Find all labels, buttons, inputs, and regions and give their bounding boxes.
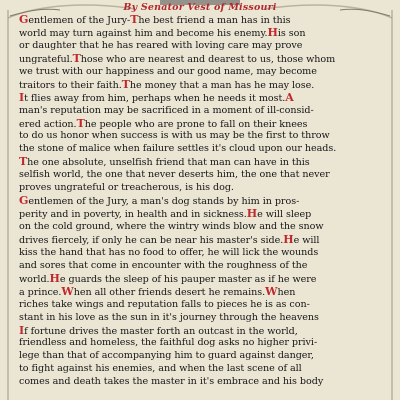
text-segment: world may turn against him and become his enemy. bbox=[19, 27, 268, 39]
red-initial: W bbox=[265, 284, 278, 298]
red-initial: T bbox=[76, 116, 85, 130]
text-segment: entlemen of the Jury- bbox=[28, 15, 131, 26]
text-line bbox=[19, 286, 387, 299]
red-initial: G bbox=[19, 194, 29, 208]
red-initial: H bbox=[246, 207, 258, 221]
text-line bbox=[19, 208, 387, 221]
text-segment: kiss the hand that has no food to offer, he will lick the wounds bbox=[19, 246, 319, 258]
text-segment: is son bbox=[277, 27, 306, 39]
text-segment: world. bbox=[19, 273, 50, 285]
red-initial: T bbox=[72, 51, 81, 65]
red-initial: H bbox=[267, 25, 278, 39]
text-segment: he best friend a man has in this bbox=[138, 15, 291, 26]
red-initial: H bbox=[283, 232, 294, 246]
text-segment: friendless and homeless, the faithful dog asks no higher privi- bbox=[19, 337, 318, 349]
text-segment: a prince. bbox=[19, 286, 62, 298]
text-line bbox=[19, 325, 387, 338]
text-line bbox=[19, 247, 387, 260]
text-line bbox=[19, 234, 387, 247]
text-segment: f fortune drives the master forth an outcast in the world, bbox=[24, 325, 298, 337]
text-line bbox=[19, 376, 387, 389]
text-segment: he people who are prone to fall on their knees bbox=[84, 118, 308, 130]
red-initial: G bbox=[19, 13, 29, 26]
text-line bbox=[19, 363, 387, 376]
text-segment: drives fiercely, if only he can be near his master's side. bbox=[19, 234, 284, 246]
text-line bbox=[19, 92, 387, 105]
text-line bbox=[19, 221, 387, 234]
text-line bbox=[19, 169, 387, 182]
text-line bbox=[19, 350, 387, 363]
text-line bbox=[19, 105, 387, 118]
text-segment: stant in his love as the sun in it's journey through the heavens bbox=[19, 311, 319, 323]
left-border-ornament bbox=[6, 10, 10, 400]
text-line bbox=[19, 14, 387, 27]
text-line bbox=[19, 337, 387, 350]
red-initial: T bbox=[19, 155, 28, 169]
red-initial: I bbox=[19, 90, 25, 104]
text-segment: and sores that come in encounter with the roughness of the bbox=[19, 259, 308, 271]
text-line bbox=[19, 182, 387, 195]
text-segment: he money that a man has he may lose. bbox=[129, 79, 315, 91]
red-initial: H bbox=[49, 271, 60, 285]
text-segment: t flies away from him, perhaps when he needs it most. bbox=[24, 92, 286, 104]
text-line bbox=[19, 66, 387, 79]
red-initial: W bbox=[61, 284, 74, 298]
text-segment: entlemen of the Jury, a man's dog stands by him in pros- bbox=[28, 196, 300, 208]
text-line bbox=[19, 260, 387, 273]
text-line bbox=[19, 27, 387, 40]
red-initial: A bbox=[285, 90, 294, 104]
text-segment: to do us honor when success is with us may be the first to throw bbox=[19, 130, 330, 142]
text-segment: e guards the sleep of his pauper master as if he were bbox=[59, 273, 317, 285]
text-segment: the stone of malice when failure settles it's cloud upon our heads. bbox=[19, 143, 337, 155]
text-segment: on the cold ground, where the wintry winds blow and the snow bbox=[19, 221, 324, 232]
text-segment: he one absolute, unselfish friend that man can have in this bbox=[27, 157, 310, 169]
text-line bbox=[19, 130, 387, 143]
text-line bbox=[19, 156, 387, 169]
text-segment: e will sleep bbox=[257, 209, 312, 221]
text-segment: selfish world, the one that never deserts him, the one that never bbox=[19, 169, 330, 181]
text-segment: we trust with our happiness and our good name, may become bbox=[19, 65, 317, 77]
text-line bbox=[19, 299, 387, 312]
body-text bbox=[19, 14, 387, 389]
text-segment: comes and death takes the master in it's embrace and his body bbox=[19, 376, 324, 388]
text-segment: or daughter that he has reared with loving care may prove bbox=[19, 39, 303, 51]
text-line bbox=[19, 195, 387, 208]
text-segment: lege than that of accompanying him to guard against danger, bbox=[19, 350, 314, 362]
text-segment: hose who are nearest and dearest to us, those whom bbox=[80, 53, 336, 65]
text-segment: perity and in poverty, in health and in sickness. bbox=[19, 209, 247, 221]
right-border-ornament bbox=[390, 10, 394, 400]
text-line bbox=[19, 312, 387, 325]
text-line bbox=[19, 143, 387, 156]
text-segment: proves ungrateful or treacherous, is his dog. bbox=[19, 182, 234, 194]
text-line bbox=[19, 118, 387, 131]
text-line bbox=[19, 53, 387, 66]
text-line bbox=[19, 79, 387, 92]
text-line bbox=[19, 273, 387, 286]
text-segment: e will bbox=[293, 234, 320, 246]
byline: By Senator Vest of Missouri bbox=[123, 2, 277, 13]
text-segment: hen all other friends desert he remains. bbox=[73, 286, 266, 298]
red-initial: I bbox=[19, 323, 25, 337]
text-segment: to fight against his enemies, and when the last scene of all bbox=[19, 363, 302, 375]
red-initial: T bbox=[121, 77, 130, 91]
text-segment: man's reputation may be sacrificed in a moment of ill-consid- bbox=[19, 104, 314, 116]
text-segment: traitors to their faith. bbox=[19, 79, 122, 91]
text-segment: ungrateful. bbox=[19, 53, 73, 65]
text-segment: ered action. bbox=[19, 118, 77, 130]
red-initial: T bbox=[130, 13, 139, 26]
text-segment: riches take wings and reputation falls to pieces he is as con- bbox=[19, 298, 310, 310]
text-segment: hen bbox=[277, 286, 296, 298]
